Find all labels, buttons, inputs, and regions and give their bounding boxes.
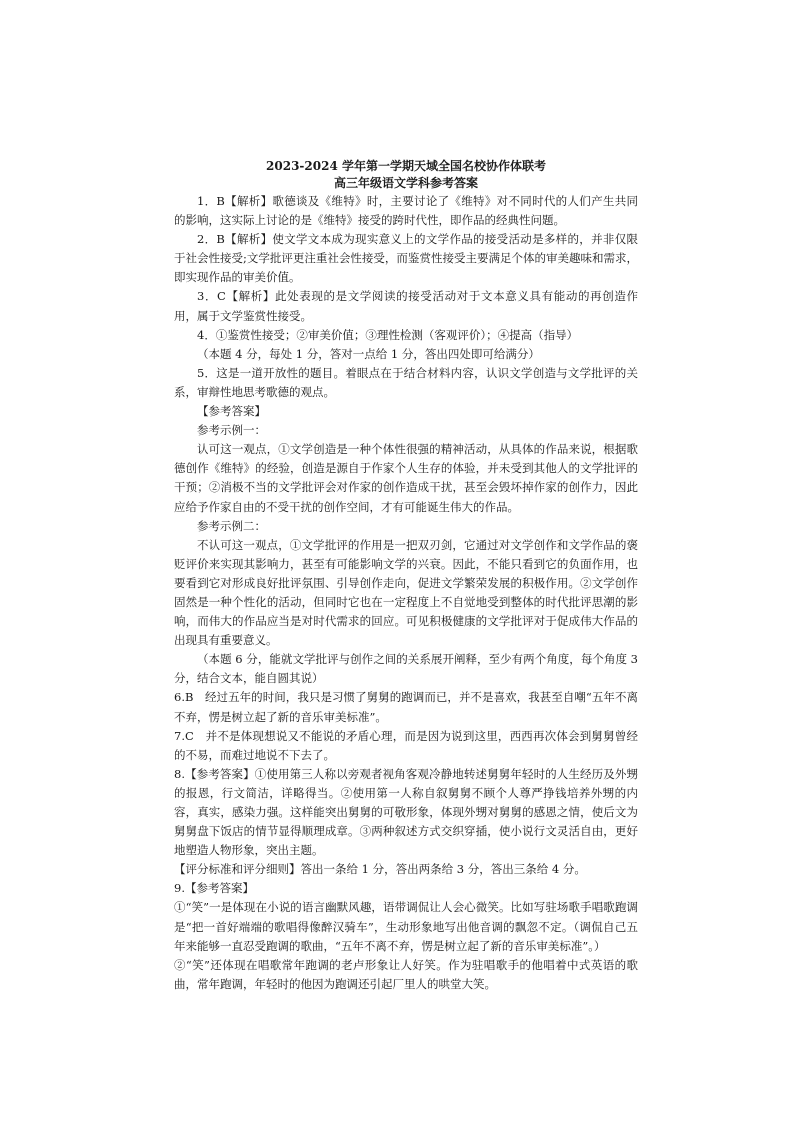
answer-2: 2．B【解析】使文学文本成为现实意义上的文学作品的接受活动是多样的，并非仅限于社会性接受;文学批评更注重社会性接受，而鉴赏性接受主要满足个体的审美趣味和需求，即实现作品的审美价值。 [174,232,638,285]
answer-4-scoring: （本题 4 分，每处 1 分，答对一点给 1 分，答出四处即可给满分） [197,346,540,361]
example-two-text: 不认可这一观点，①文学批评的作用是一把双刃剑，它通过对文学创作和文学作品的褒贬评价来实现其影响力，甚至有可能影响文学的兴衰。因此，不能只看到它的负面作用，也要看到它对形成良好批评氛围、引导创作走向，促进文学繁荣发展的积极作用。②文学创作固然是一种个性化的活动，但同时它也在一定程度上不自觉地受到整体的时代批评思潮的影响，而伟大的作品应当是对时代需求的回应。可见积极健康的文学批评对于促成伟大作品的出现具有重要意义。 [174,537,638,648]
answer-5: 5．这是一道开放性的题目。着眼点在于结合材料内容，认识文学创造与文学批评的关系，审辩性地思考歌德的观点。 [174,365,638,399]
answer-4: 4．①鉴赏性接受；②审美价值；③理性检测（客观评价）；④提高（指导） [197,327,579,342]
example-one-heading: 参考示例一： [197,423,266,438]
answer-document [174,158,638,994]
answer-6: 6.B 经过五年的时间，我只是习惯了舅舅的跑调而已，并不是喜欢，我甚至自嘲“五年不离不弃，愣是树立起了新的音乐审美标准”。 [174,690,638,724]
answer-8: 8.【参考答案】①使用第三人称以旁观者视角客观冷静地转述舅舅年轻时的人生经历及外甥的报恩，行文简洁，详略得当。②使用第一人称自叙舅舅不顾个人尊严挣钱培养外甥的内容，真实，感染力强。这样能突出舅舅的可敬形象，体现外甥对舅舅的感恩之情，使后文为舅舅盘下饭店的情节显得顺理成章。③两种叙述方式交织穿插，使小说行文灵活自由，更好地塑造人物形象，突出主题。 [174,766,638,858]
document-title: 2023-2024 学年第一学期天域全国名校协作体联考 [266,159,546,173]
document-subtitle: 高三年级语文学科参考答案 [333,176,478,190]
answer-8-scoring: 【评分标准和评分细则】答出一条给 1 分，答出两条给 3 分，答出三条给 4 分。 [174,862,586,877]
example-one-text: 认可这一观点，①文学创造是一种个体性很强的精神活动，从具体的作品来说，根据歌德创作《维特》的经验，创造是源自于作家个人生存的体验，并未受到其他人的文学批评的干预；②消极不当的文学批评会对作家的创作造成干扰，甚至会毁坏掉作家的创作力，因此应给予作家自由的不受干扰的创作空间，才有可能诞生伟大的作品。 [174,442,638,514]
answer-9-heading: 9.【参考答案】 [174,881,254,896]
answer-9-point-1: ①“笑”一是体现在小说的语言幽默风趣，语带调侃让人会心微笑。比如写驻场歌手唱歌跑调是“把一首好端端的歌唱得像醉汉骑车”，生动形象地写出他音调的飘忽不定。（调侃自己五年来能够一直忍受跑调的歌曲，“五年不离不弃，愣是树立起了新的音乐审美标准”。） [174,900,638,953]
answer-1: 1．B【解析】歌德谈及《维特》时，主要讨论了《维特》对不同时代的人们产生共同的影响，这实际上讨论的是《维特》接受的跨时代性，即作品的经典性问题。 [174,194,638,228]
answer-5-scoring: （本题 6 分，能就文学批评与创作之间的关系展开阐释，至少有两个角度，每个角度 3 分，结合文本，能自圆其说） [174,652,638,686]
answer-3: 3．C【解析】此处表现的是文学阅读的接受活动对于文本意义具有能动的再创造作用，属于文学鉴赏性接受。 [174,289,638,323]
example-two-heading: 参考示例二： [197,518,266,533]
answer-9-point-2: ②“笑”还体现在唱歌常年跑调的老卢形象让人好笑。作为驻唱歌手的他唱着中式英语的歌曲，常年跑调，年轻时的他因为跑调还引起厂里人的哄堂大笑。 [174,957,638,991]
reference-answer-heading: 【参考答案】 [197,404,266,419]
answer-7: 7.C 并不是体现想说又不能说的矛盾心理，而是因为说到这里，西西再次体会到舅舅曾经的不易，而难过地说不下去了。 [174,728,638,762]
